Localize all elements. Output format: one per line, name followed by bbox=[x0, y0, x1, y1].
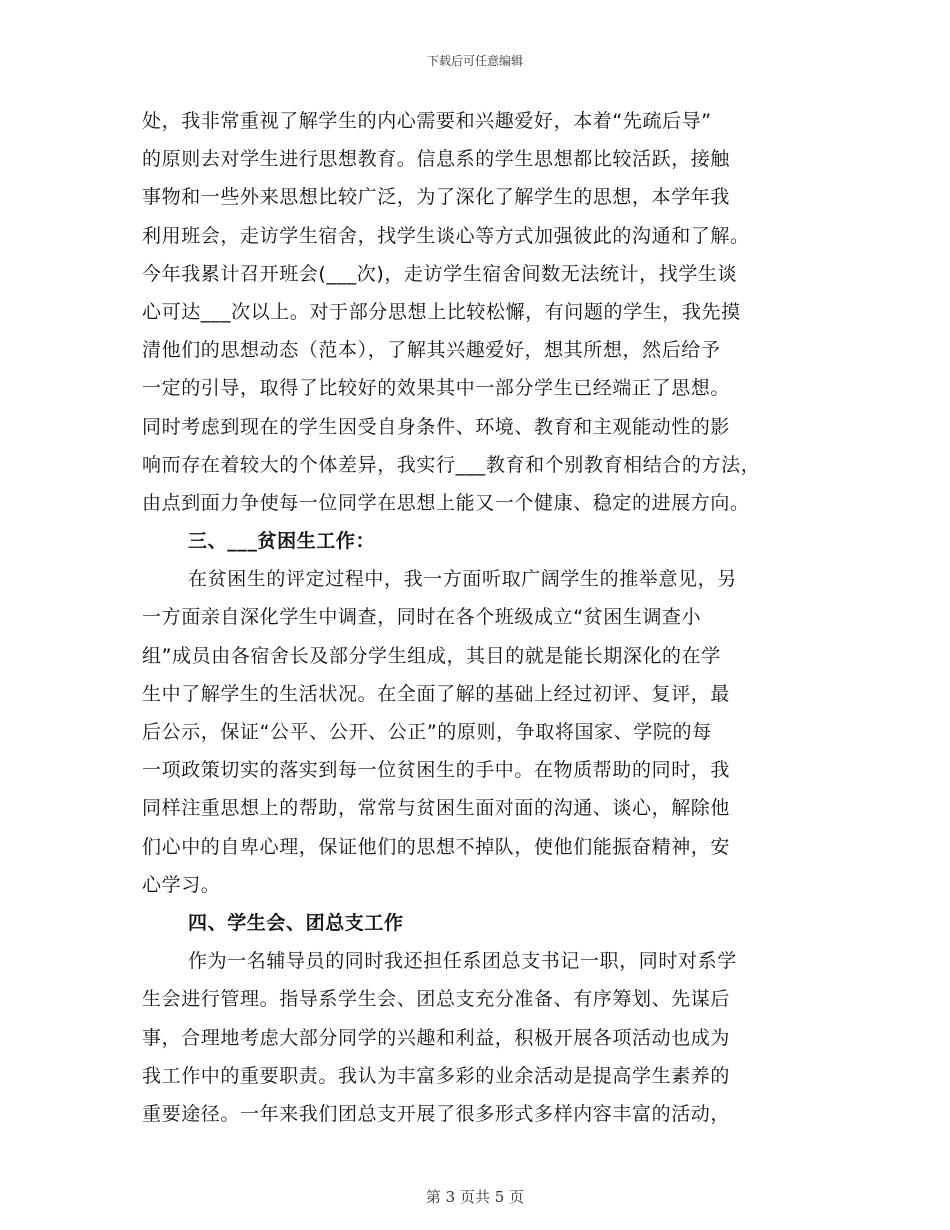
paragraph-line: 心可达___次以上。对于部分思想上比较松懈，有问题的学生，我先摸 bbox=[142, 300, 741, 323]
paragraph-line: 生会进行管理。指导系学生会、团总支充分准备、有序筹划、先谋后 bbox=[142, 988, 731, 1011]
paragraph-line: 一定的引导，取得了比较好的效果其中一部分学生已经端正了思想。 bbox=[142, 377, 731, 400]
paragraph-line: 心学习。 bbox=[142, 873, 221, 896]
paragraph-line: 一方面亲自深化学生中调查，同时在各个班级成立“贫困生调查小 bbox=[142, 606, 702, 629]
paragraph-line: 重要途径。一年来我们团总支开展了很多形式多样内容丰富的活动， bbox=[142, 1102, 731, 1125]
document-body bbox=[142, 102, 814, 1133]
paragraph-line: 事物和一些外来思想比较广泛，为了深化了解学生的思想，本学年我 bbox=[142, 186, 731, 209]
paragraph-line: 处，我非常重视了解学生的内心需要和兴趣爱好，本着“先疏后导” bbox=[142, 110, 712, 132]
paragraph-line: 一项政策切实的落实到每一位贫困生的手中。在物质帮助的同时，我 bbox=[142, 759, 731, 782]
paragraph-line: 的原则去对学生进行思想教育。信息系的学生思想都比较活跃，接触 bbox=[142, 148, 731, 171]
paragraph-line: 利用班会，走访学生宿舍，找学生谈心等方式加强彼此的沟通和了解。 bbox=[142, 224, 750, 247]
paragraph-line: 同样注重思想上的帮助，常常与贫困生面对面的沟通、谈心，解除他 bbox=[142, 797, 731, 820]
paragraph-line: 清他们的思想动态（范本），了解其兴趣爱好，想其所想，然后给予 bbox=[142, 339, 721, 362]
paragraph-line: 今年我累计召开班会(___次)，走访学生宿舍间数无法统计，找学生谈 bbox=[142, 262, 738, 285]
paragraph-line: 组”成员由各宿舍长及部分学生组成，其目的就是能长期深化的在学 bbox=[142, 644, 721, 667]
paragraph-line: 响而存在着较大的个体差异，我实行___教育和个别教育相结合的方法， bbox=[142, 453, 761, 476]
paragraph-line: 由点到面力争使每一位同学在思想上能又一个健康、稳定的进展方向。 bbox=[142, 491, 750, 514]
paragraph-line: 后公示，保证“公平、公开、公正”的原则，争取将国家、学院的每 bbox=[142, 721, 712, 743]
paragraph-line: 生中了解学生的生活状况。在全面了解的基础上经过初评、复评，最 bbox=[142, 682, 731, 705]
paragraph-line: 事，合理地考虑大部分同学的兴趣和利益，积极开展各项活动也成为 bbox=[142, 1026, 731, 1049]
paragraph-line: 在贫困生的评定过程中，我一方面听取广阔学生的推举意见，另 bbox=[188, 568, 737, 591]
page-header: 下载后可任意编辑 bbox=[426, 54, 523, 68]
paragraph-line: 我工作中的重要职责。我认为丰富多彩的业余活动是提高学生素养的 bbox=[142, 1064, 731, 1087]
section-heading: 四、学生会、团总支工作 bbox=[188, 911, 404, 934]
page-footer: 第 3 页共 5 页 bbox=[425, 1188, 525, 1206]
section-heading: 三、___贫困生工作： bbox=[188, 530, 376, 553]
paragraph-line: 作为一名辅导员的同时我还担任系团总支书记一职，同时对系学 bbox=[188, 950, 737, 973]
paragraph-line: 们心中的自卑心理，保证他们的思想不掉队，使他们能振奋精神，安 bbox=[142, 835, 731, 858]
paragraph-line: 同时考虑到现在的学生因受自身条件、环境、教育和主观能动性的影 bbox=[142, 415, 731, 438]
